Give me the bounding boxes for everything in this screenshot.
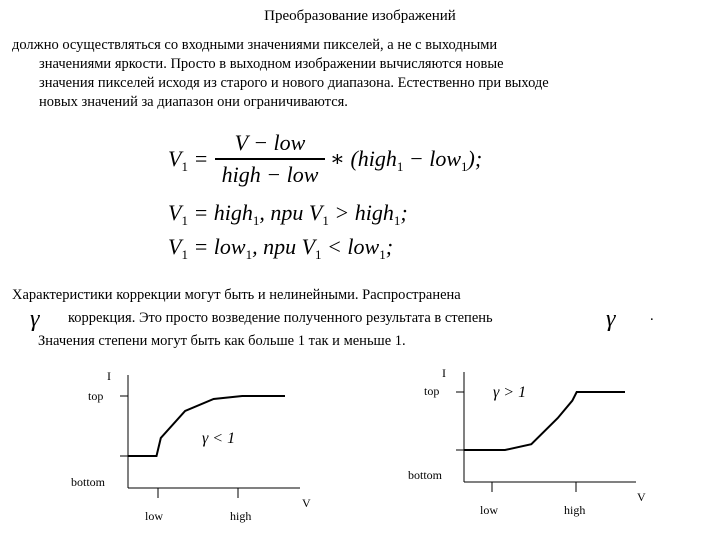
formula-subscript: 1 <box>393 213 401 228</box>
paragraph-line: должно осуществляться со входными значениями пикселей, а не с выходными <box>12 37 498 53</box>
formula-rhs: ); <box>467 146 483 171</box>
chart1-transfer-curve <box>128 396 285 456</box>
formula-subscript: 1 <box>181 159 188 174</box>
formula-subscript: 1 <box>396 159 404 174</box>
paragraph-line: новых значений за диапазон они ограничиваются. <box>39 94 348 110</box>
formula-subscript: 1 <box>322 213 329 228</box>
chart2-low-tick: low <box>480 503 498 517</box>
formula-part: , при V <box>259 200 323 225</box>
chart1-bottom-tick: bottom <box>71 475 106 489</box>
page-title: Преобразование изображений <box>264 8 456 24</box>
formula-rhs: − low <box>403 146 462 171</box>
chart1-gamma-label: γ < 1 <box>202 430 236 447</box>
chart2-x-label: V <box>637 490 646 504</box>
formula-part: = high <box>187 200 253 225</box>
chart1-low-tick: low <box>145 509 163 523</box>
chart2-gamma-label: γ > 1 <box>493 384 527 401</box>
chart2-high-tick: high <box>564 503 586 517</box>
chart2-transfer-curve <box>464 392 625 450</box>
formula-part: = low <box>187 234 246 259</box>
formula-part: ; <box>400 200 408 225</box>
formula-part: V <box>168 200 182 225</box>
paragraph-line: значениями яркости. Просто в выходном изображении вычисляются новые <box>39 56 504 72</box>
chart2-y-label: I <box>442 366 446 380</box>
formula-part: , при V <box>252 234 316 259</box>
formula-part: > high <box>328 200 394 225</box>
gamma-symbol: γ <box>30 306 40 332</box>
formula-subscript: 1 <box>181 247 188 262</box>
formula-v1: V <box>168 146 182 171</box>
formula-rhs: ∗ (high <box>330 146 397 171</box>
paragraph-line: коррекция. Это просто возведение полученного результата в степень <box>68 310 493 326</box>
paragraph-line: Характеристики коррекции могут быть и нелинейными. Распространена <box>12 287 461 303</box>
formula-part: ; <box>385 234 394 259</box>
formula-subscript: 1 <box>379 247 386 262</box>
chart1-top-tick: top <box>88 389 104 403</box>
fraction-denominator: high − low <box>221 161 319 187</box>
chart2-bottom-tick: bottom <box>408 468 443 482</box>
paragraph-line: Значения степени могут быть как больше 1 так и меньше 1. <box>38 333 406 349</box>
gamma-symbol: γ <box>606 306 616 332</box>
paragraph-period: . <box>650 308 654 324</box>
formula-subscript: 1 <box>315 247 322 262</box>
paragraph-line: значения пикселей исходя из старого и нового диапазона. Естественно при выходе <box>39 75 549 91</box>
formula-subscript: 1 <box>252 213 260 228</box>
formula-subscript: 1 <box>461 159 468 174</box>
chart1-y-label: I <box>107 369 111 383</box>
formula-subscript: 1 <box>181 213 188 228</box>
formula-equals: = <box>193 146 209 171</box>
formula-part: V <box>168 234 182 259</box>
chart2-top-tick: top <box>424 384 440 398</box>
fraction-numerator: V − low <box>234 130 306 155</box>
formula-subscript: 1 <box>245 247 253 262</box>
chart1-high-tick: high <box>230 509 252 523</box>
formula-part: < low <box>321 234 380 259</box>
chart1-x-label: V <box>302 496 311 510</box>
